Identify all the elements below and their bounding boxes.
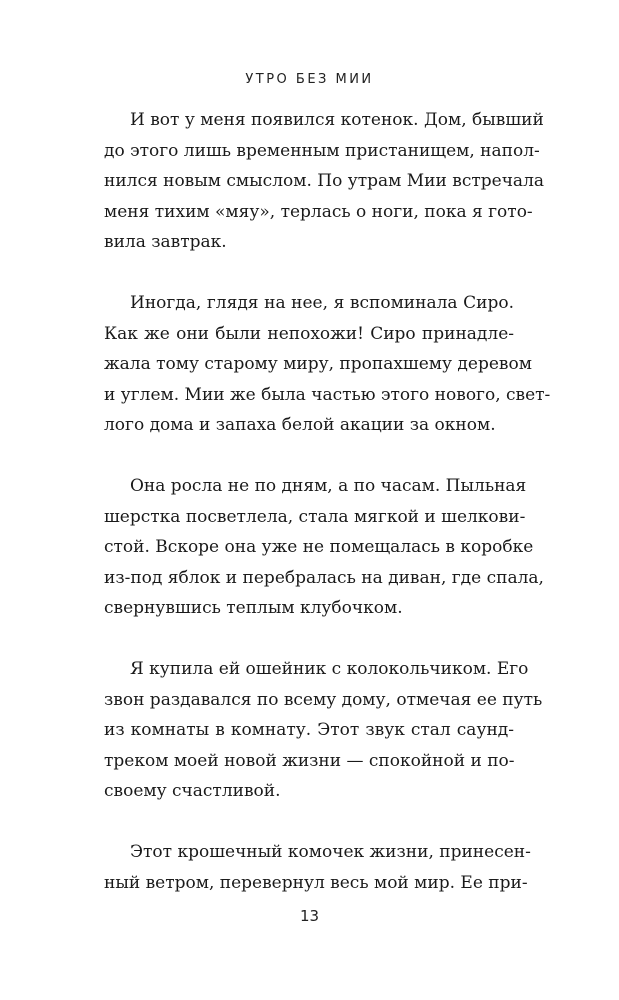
text-line: Она росла не по дням, а по часам. Пыльная (130, 476, 527, 496)
text-line: лого дома и запаха белой акации за окном. (104, 415, 496, 435)
text-line: меня тихим «мяу», терлась о ноги, пока я гото- (104, 201, 533, 222)
text-line: звон раздавался по всему дому, отмечая ее путь (104, 689, 543, 710)
text-line: вила завтрак. (104, 232, 227, 252)
text-line: Как же они были непохожи! Сиро принадле- (104, 323, 514, 344)
text-line: Иногда, глядя на нее, я вспоминала Сиро. (130, 293, 514, 313)
text-line: Я купила ей ошейник с колокольчиком. Его (130, 659, 529, 679)
paragraph (104, 105, 544, 258)
text-line: И вот у меня появился котенок. Дом, бывший (130, 110, 544, 130)
text-line: шерстка посветлела, стала мягкой и шелкови- (104, 506, 526, 527)
text-line: из-под яблок и перебралась на диван, где спала, (104, 567, 544, 588)
text-line: до этого лишь временным пристанищем, напол- (104, 140, 540, 161)
text-line: свернувшись теплым клубочком. (104, 598, 403, 618)
text-line: и углем. Мии же была частью этого нового, свет- (104, 384, 551, 405)
text-line: Этот крошечный комочек жизни, принесен- (130, 842, 531, 862)
text-line: треком моей новой жизни — спокойной и по- (104, 750, 515, 771)
paragraph (104, 654, 543, 807)
text-line: своему счастливой. (104, 781, 281, 801)
running-head: УТРО БЕЗ МИИ (245, 72, 374, 87)
text-line: жала тому старому миру, пропахшему деревом (104, 354, 532, 374)
text-line: стой. Вскоре она уже не помещалась в коробке (104, 537, 534, 557)
paragraph (104, 288, 551, 441)
paragraph (104, 471, 544, 624)
paragraph (104, 837, 531, 898)
text-line: ный ветром, перевернул весь мой мир. Ее при- (104, 872, 528, 893)
body-text (104, 105, 551, 929)
text-line: нился новым смыслом. По утрам Мии встречала (104, 171, 544, 191)
text-line: из комнаты в комнату. Этот звук стал саунд- (104, 720, 514, 740)
page-number: 13 (299, 907, 320, 925)
